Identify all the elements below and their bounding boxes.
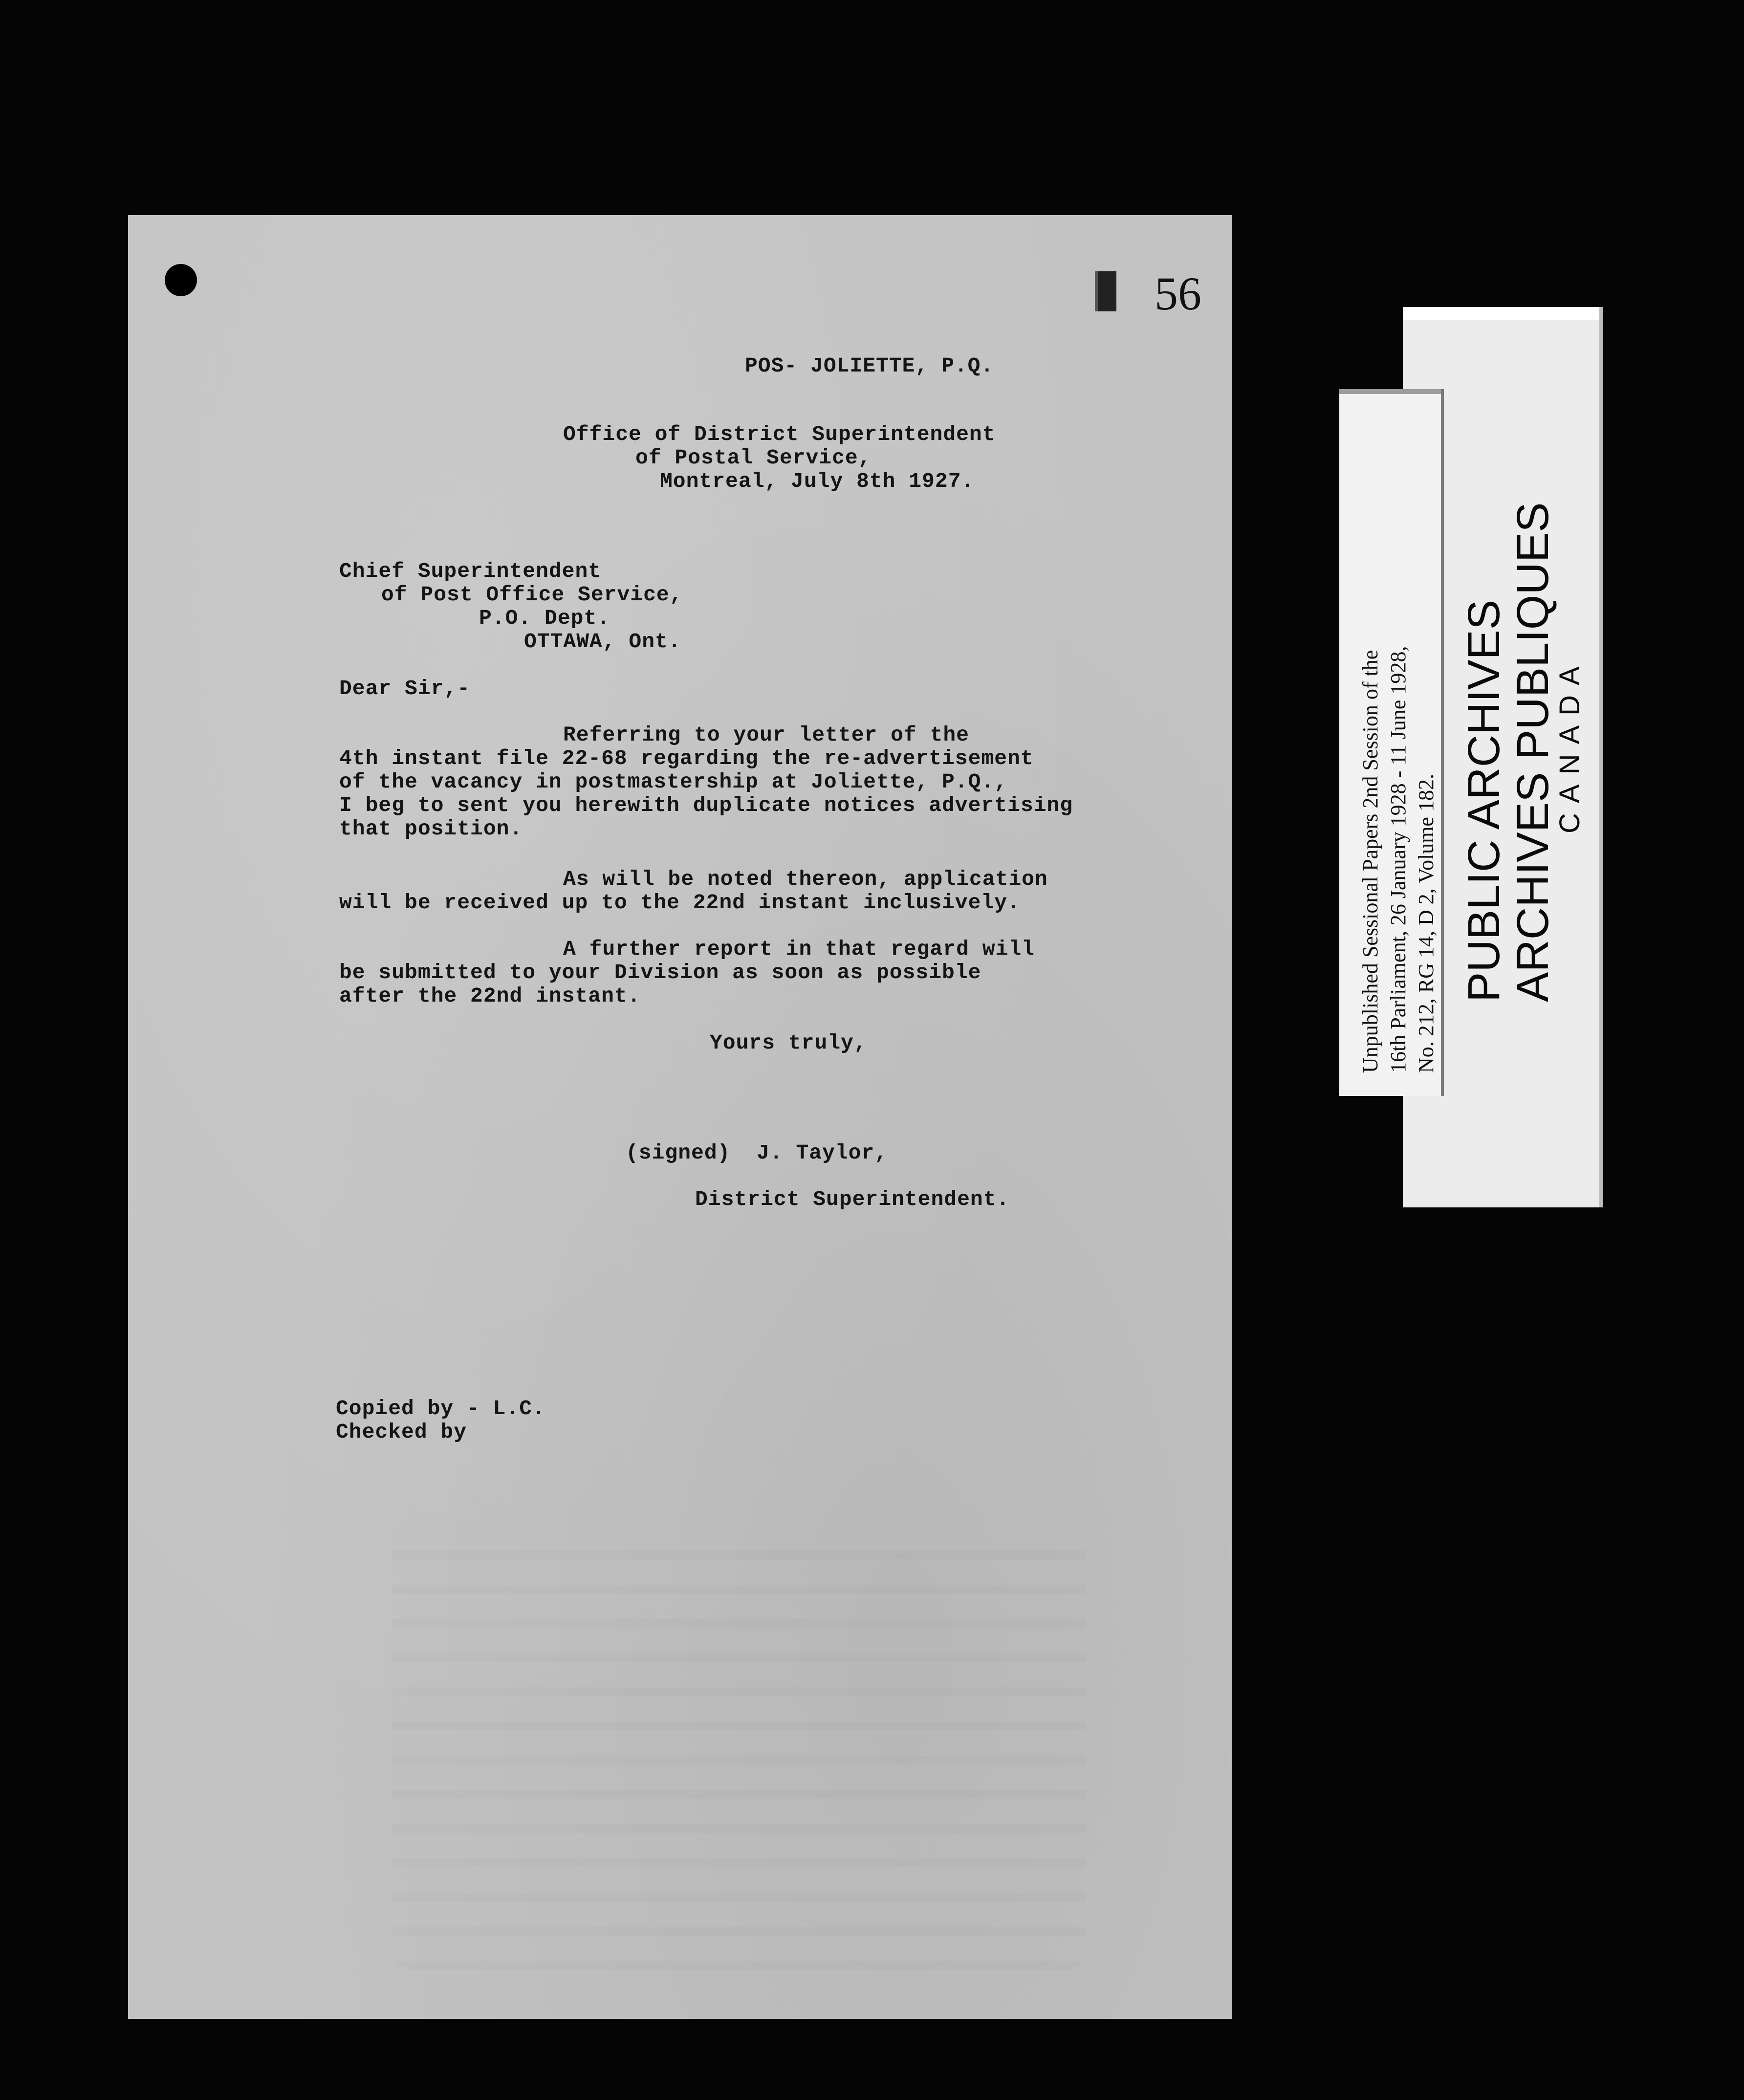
paragraph2-line-2: will be received up to the 22nd instant inclusively. (339, 891, 1021, 915)
sender-line-1: Office of District Superintendent (563, 422, 996, 446)
file-heading: POS- JOLIETTE, P.Q. (745, 354, 994, 378)
punch-hole (165, 264, 197, 296)
canada-text: CANADA (1554, 656, 1586, 833)
archive-reference-line-2: 16th Parliament, 26 January 1928 - 11 June 1928, (1386, 646, 1410, 1073)
public-archives-text: PUBLIC ARCHIVES (1459, 599, 1509, 1002)
signature: (signed) J. Taylor, (626, 1141, 888, 1165)
salutation: Dear Sir,- (339, 677, 471, 700)
clip-mark (1095, 271, 1116, 311)
closing: Yours truly, (710, 1031, 867, 1055)
recipient-line-1: Chief Superintendent (339, 559, 602, 583)
paragraph3-line-2: be submitted to your Division as soon as possible (339, 961, 981, 984)
checked-by: Checked by (336, 1420, 467, 1444)
paragraph1-line-5: that position. (339, 817, 523, 841)
archive-reference-line-1: Unpublished Sessional Papers 2nd Session of the (1358, 650, 1382, 1073)
paragraph1-line-2: 4th instant file 22-68 regarding the re-advertisement (339, 746, 1034, 770)
signer-title: District Superintendent. (695, 1187, 1010, 1211)
recipient-line-4: OTTAWA, Ont. (524, 630, 681, 654)
faint-stamp-impression (392, 1530, 1086, 1970)
recipient-line-3: P.O. Dept. (479, 606, 610, 630)
recipient-line-2: of Post Office Service, (381, 583, 683, 607)
paragraph1-line-3: of the vacancy in postmastership at Joliette, P.Q., (339, 770, 1008, 794)
letter-sheet (128, 215, 1232, 2019)
archives-publiques-text: ARCHIVES PUBLIQUES (1508, 502, 1558, 1002)
paragraph3-line-3: after the 22nd instant. (339, 984, 641, 1008)
paragraph1-line-1: Referring to your letter of the (563, 723, 969, 747)
page-number: 56 (1155, 267, 1201, 320)
sender-line-3: Montreal, July 8th 1927. (660, 469, 975, 493)
archive-reference-line-3: No. 212, RG 14, D 2, Volume 182. (1414, 774, 1438, 1073)
paragraph2-line-1: As will be noted thereon, application (563, 867, 1048, 891)
paragraph1-line-4: I beg to sent you herewith duplicate notices advertising (339, 793, 1073, 817)
sender-line-2: of Postal Service, (635, 446, 872, 470)
paragraph3-line-1: A further report in that regard will (563, 937, 1035, 961)
copied-by: Copied by - L.C. (336, 1397, 545, 1421)
